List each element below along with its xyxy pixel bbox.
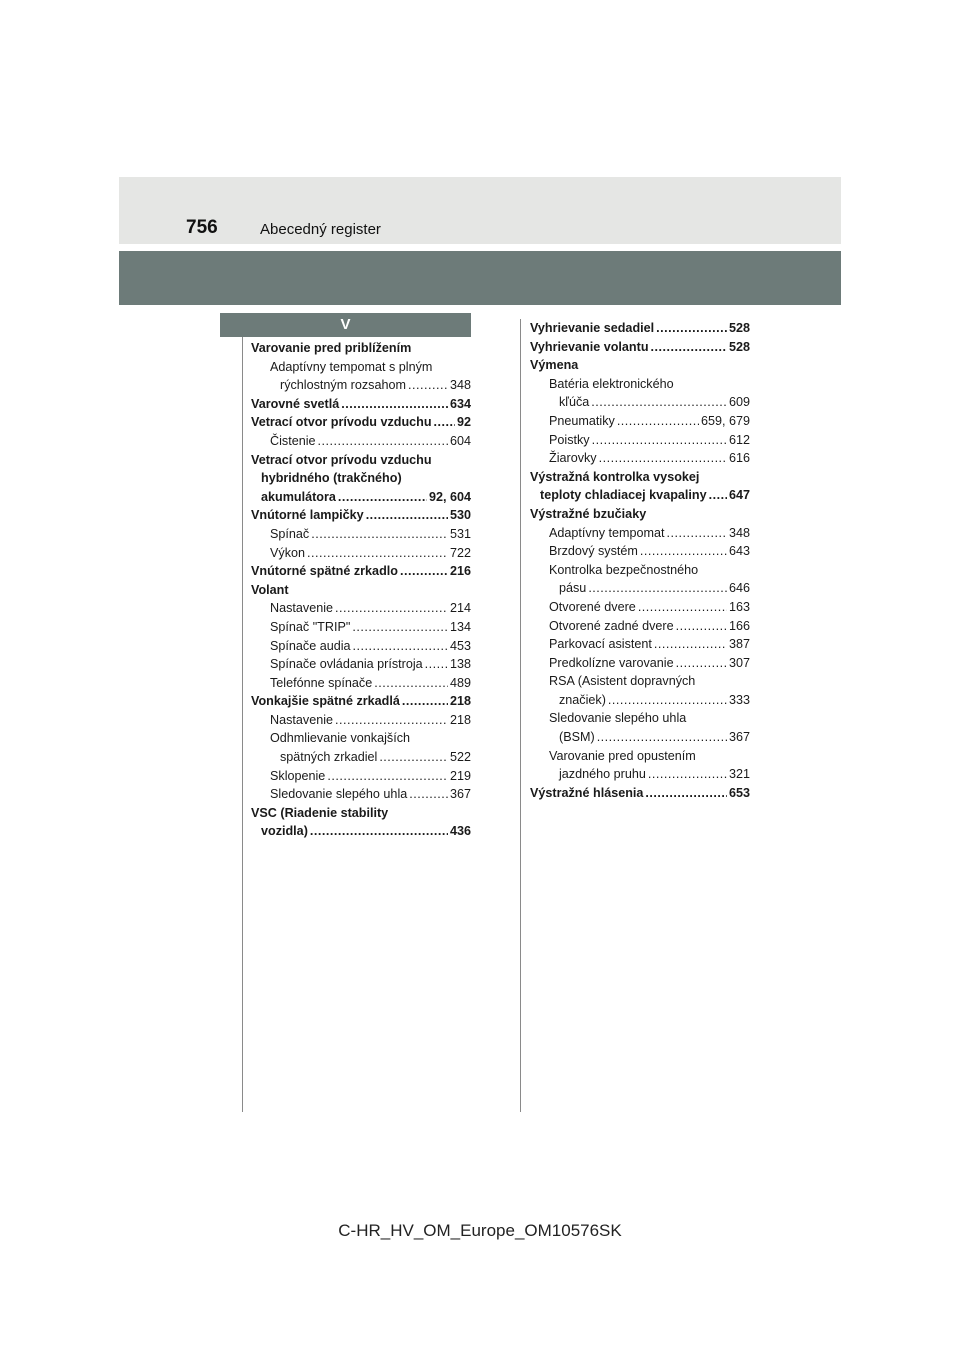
index-entry xyxy=(530,635,750,654)
index-entry xyxy=(251,488,471,507)
entry-term: Adaptívny tempomat s plným xyxy=(270,359,433,374)
dot-leader xyxy=(353,637,448,656)
dot-leader xyxy=(648,765,727,784)
index-entry xyxy=(530,505,750,524)
index-entry xyxy=(251,544,471,563)
entry-page-ref: 528 xyxy=(728,321,750,335)
dot-leader xyxy=(338,488,427,507)
entry-term: Vnútorné lampičky xyxy=(251,508,364,523)
entry-page-ref: 321 xyxy=(728,767,750,782)
entry-term: spätných zrkadiel xyxy=(280,750,378,765)
entry-term: Varovanie pred priblížením xyxy=(251,341,412,355)
dot-leader xyxy=(599,449,727,468)
index-entry xyxy=(530,542,750,561)
entry-page-ref: 333 xyxy=(728,692,750,707)
entry-term: Sklopenie xyxy=(270,768,326,783)
dot-leader xyxy=(366,506,448,525)
dot-leader xyxy=(640,542,727,561)
entry-term: Spínač xyxy=(270,526,310,541)
dot-leader xyxy=(667,524,727,543)
entry-term: Žiarovky xyxy=(549,451,597,466)
dot-leader xyxy=(651,338,727,357)
index-entry xyxy=(251,451,471,470)
dot-leader xyxy=(335,711,448,730)
dot-leader xyxy=(341,395,448,414)
entry-term: Vyhrievanie volantu xyxy=(530,339,649,354)
entry-page-ref: 163 xyxy=(728,599,750,614)
entry-term: Výkon xyxy=(270,545,306,560)
entry-term: Čistenie xyxy=(270,433,316,448)
index-entry xyxy=(530,765,750,784)
entry-page-ref: 653 xyxy=(728,785,750,800)
dot-leader xyxy=(654,635,727,654)
index-entry xyxy=(530,356,750,375)
entry-page-ref: 367 xyxy=(449,787,471,802)
index-entry xyxy=(530,393,750,412)
dot-leader xyxy=(327,767,448,786)
entry-page-ref: 219 xyxy=(449,768,471,783)
index-entry xyxy=(251,562,471,581)
index-entry xyxy=(530,672,750,691)
entry-page-ref: 528 xyxy=(728,339,750,354)
index-entry xyxy=(251,339,471,358)
entry-term: Brzdový systém xyxy=(549,544,638,559)
dot-leader xyxy=(638,598,727,617)
entry-term: Vyhrievanie sedadiel xyxy=(530,321,655,335)
entry-page-ref: 218 xyxy=(449,712,471,727)
index-entry xyxy=(251,767,471,786)
entry-term: pásu xyxy=(559,581,587,596)
left-column-rule xyxy=(242,337,243,1112)
entry-term: kľúča xyxy=(559,395,590,410)
index-entry xyxy=(251,432,471,451)
entry-term: Odhmlievanie vonkajších xyxy=(270,731,411,746)
entry-page-ref: 646 xyxy=(728,581,750,596)
index-column-left xyxy=(251,339,471,841)
index-entry xyxy=(530,709,750,728)
index-entry xyxy=(530,375,750,394)
entry-page-ref: 453 xyxy=(449,638,471,653)
dot-leader xyxy=(318,432,448,451)
index-entry xyxy=(530,412,750,431)
document-code: C-HR_HV_OM_Europe_OM10576SK xyxy=(338,1221,622,1240)
index-entry xyxy=(251,525,471,544)
dot-leader xyxy=(335,599,448,618)
dot-leader xyxy=(409,785,448,804)
index-entry xyxy=(251,395,471,414)
entry-term: Vetrací otvor prívodu vzduchu xyxy=(251,415,432,430)
entry-page-ref: 387 xyxy=(728,637,750,652)
entry-term: Sledovanie slepého uhla xyxy=(549,711,687,726)
dot-leader xyxy=(709,486,727,505)
entry-page-ref: 522 xyxy=(449,750,471,765)
dot-leader xyxy=(588,579,727,598)
index-entry xyxy=(530,747,750,766)
entry-term: jazdného pruhu xyxy=(559,767,646,782)
entry-term: rýchlostným rozsahom xyxy=(280,378,406,393)
dot-leader xyxy=(400,562,448,581)
index-entry xyxy=(530,617,750,636)
entry-term: Vetrací otvor prívodu vzduchu xyxy=(251,452,432,467)
dot-leader xyxy=(608,691,727,710)
entry-page-ref: 612 xyxy=(728,432,750,447)
index-entry xyxy=(251,692,471,711)
entry-page-ref: 647 xyxy=(728,488,750,503)
section-band xyxy=(119,251,841,305)
entry-page-ref: 134 xyxy=(449,619,471,634)
index-entry xyxy=(530,784,750,803)
entry-term: Spínače audia xyxy=(270,638,351,653)
index-entry xyxy=(251,785,471,804)
dot-leader xyxy=(311,525,448,544)
entry-term: hybridného (trakčného) xyxy=(261,471,402,486)
index-entry xyxy=(251,804,471,823)
dot-leader xyxy=(307,544,448,563)
dot-leader xyxy=(402,692,448,711)
entry-page-ref: 531 xyxy=(449,526,471,541)
entry-term: Pneumatiky xyxy=(549,413,615,428)
entry-page-ref: 722 xyxy=(449,545,471,560)
entry-term: Vonkajšie spätné zrkadlá xyxy=(251,694,400,709)
index-entry xyxy=(530,524,750,543)
index-entry xyxy=(251,599,471,618)
entry-term: Sledovanie slepého uhla xyxy=(270,787,408,802)
entry-page-ref: 436 xyxy=(449,824,471,839)
entry-term: Varovanie pred opustením xyxy=(549,748,696,763)
entry-term: Kontrolka bezpečnostného xyxy=(549,562,699,577)
entry-term: teploty chladiacej kvapaliny xyxy=(540,488,707,503)
entry-page-ref: 138 xyxy=(449,657,471,672)
index-entry xyxy=(251,655,471,674)
entry-page-ref: 92, 604 xyxy=(428,489,471,504)
dot-leader xyxy=(310,822,448,841)
index-entry xyxy=(251,618,471,637)
index-entry xyxy=(251,376,471,395)
index-entry xyxy=(251,413,471,432)
entry-term: značiek) xyxy=(559,692,606,707)
entry-page-ref: 634 xyxy=(449,396,471,411)
index-entry xyxy=(530,338,750,357)
index-entry xyxy=(530,431,750,450)
entry-term: Poistky xyxy=(549,432,590,447)
index-entry xyxy=(530,654,750,673)
index-entry xyxy=(530,561,750,580)
index-entry xyxy=(530,449,750,468)
entry-term: Výmena xyxy=(530,358,579,373)
index-entry xyxy=(251,748,471,767)
index-entry xyxy=(530,579,750,598)
entry-page-ref: 659, 679 xyxy=(700,413,750,428)
dot-leader xyxy=(676,654,727,673)
dot-leader xyxy=(434,413,455,432)
entry-term: Výstražné bzučiaky xyxy=(530,506,647,521)
index-entry xyxy=(251,469,471,488)
index-entry xyxy=(530,468,750,487)
dot-leader xyxy=(617,412,699,431)
index-entry xyxy=(251,637,471,656)
dot-leader xyxy=(374,674,448,693)
entry-term: (BSM) xyxy=(559,730,595,745)
entry-term: Parkovací asistent xyxy=(549,637,652,652)
entry-term: Otvorené dvere xyxy=(549,599,636,614)
dot-leader xyxy=(592,431,727,450)
dot-leader xyxy=(597,728,727,747)
entry-page-ref: 348 xyxy=(449,378,471,393)
dot-leader xyxy=(676,617,727,636)
dot-leader xyxy=(656,319,727,338)
entry-term: vozidla) xyxy=(261,824,308,839)
entry-page-ref: 530 xyxy=(449,508,471,523)
index-letter-heading: V xyxy=(220,313,471,337)
entry-term: Spínač "TRIP" xyxy=(270,619,351,634)
entry-term: Výstražné hlásenia xyxy=(530,785,644,800)
entry-term: Varovné svetlá xyxy=(251,396,340,411)
dot-leader xyxy=(425,655,448,674)
right-column-rule xyxy=(520,319,521,1112)
entry-page-ref: 307 xyxy=(728,655,750,670)
index-entry xyxy=(251,822,471,841)
entry-term: Spínače ovládania prístroja xyxy=(270,657,423,672)
entry-page-ref: 216 xyxy=(449,564,471,579)
entry-page-ref: 616 xyxy=(728,451,750,466)
dot-leader xyxy=(645,784,727,803)
dot-leader xyxy=(352,618,448,637)
entry-term: Adaptívny tempomat xyxy=(549,525,665,540)
page-number: 756 xyxy=(186,217,218,238)
entry-page-ref: 367 xyxy=(728,730,750,745)
entry-page-ref: 643 xyxy=(728,544,750,559)
entry-page-ref: 609 xyxy=(728,395,750,410)
section-title: Abecedný register xyxy=(260,221,381,238)
entry-term: Nastavenie xyxy=(270,601,334,616)
index-entry xyxy=(530,598,750,617)
entry-page-ref: 92 xyxy=(456,415,471,430)
entry-page-ref: 166 xyxy=(728,618,750,633)
index-entry xyxy=(251,711,471,730)
dot-leader xyxy=(408,376,448,395)
entry-term: Volant xyxy=(251,582,289,597)
entry-term: VSC (Riadenie stability xyxy=(251,805,389,820)
entry-page-ref: 214 xyxy=(449,601,471,616)
entry-term: Nastavenie xyxy=(270,712,334,727)
index-entry xyxy=(251,506,471,525)
entry-page-ref: 218 xyxy=(449,694,471,709)
index-entry xyxy=(251,729,471,748)
entry-term: Batéria elektronického xyxy=(549,376,674,391)
index-entry xyxy=(530,486,750,505)
index-entry xyxy=(251,358,471,377)
entry-term: Telefónne spínače xyxy=(270,675,373,690)
header-bar xyxy=(119,177,841,244)
entry-page-ref: 604 xyxy=(449,433,471,448)
entry-term: Vnútorné spätné zrkadlo xyxy=(251,564,398,579)
index-entry xyxy=(530,728,750,747)
entry-term: RSA (Asistent dopravných xyxy=(549,674,696,689)
index-entry xyxy=(251,674,471,693)
dot-leader xyxy=(591,393,727,412)
entry-term: Výstražná kontrolka vysokej xyxy=(530,469,700,484)
index-entry xyxy=(251,581,471,600)
entry-term: Otvorené zadné dvere xyxy=(549,618,674,633)
entry-page-ref: 489 xyxy=(449,675,471,690)
index-column-right xyxy=(530,319,750,802)
entry-term: akumulátora xyxy=(261,489,336,504)
dot-leader xyxy=(379,748,448,767)
entry-term: Predkolízne varovanie xyxy=(549,655,674,670)
index-entry xyxy=(530,319,750,338)
index-entry xyxy=(530,691,750,710)
entry-page-ref: 348 xyxy=(728,525,750,540)
